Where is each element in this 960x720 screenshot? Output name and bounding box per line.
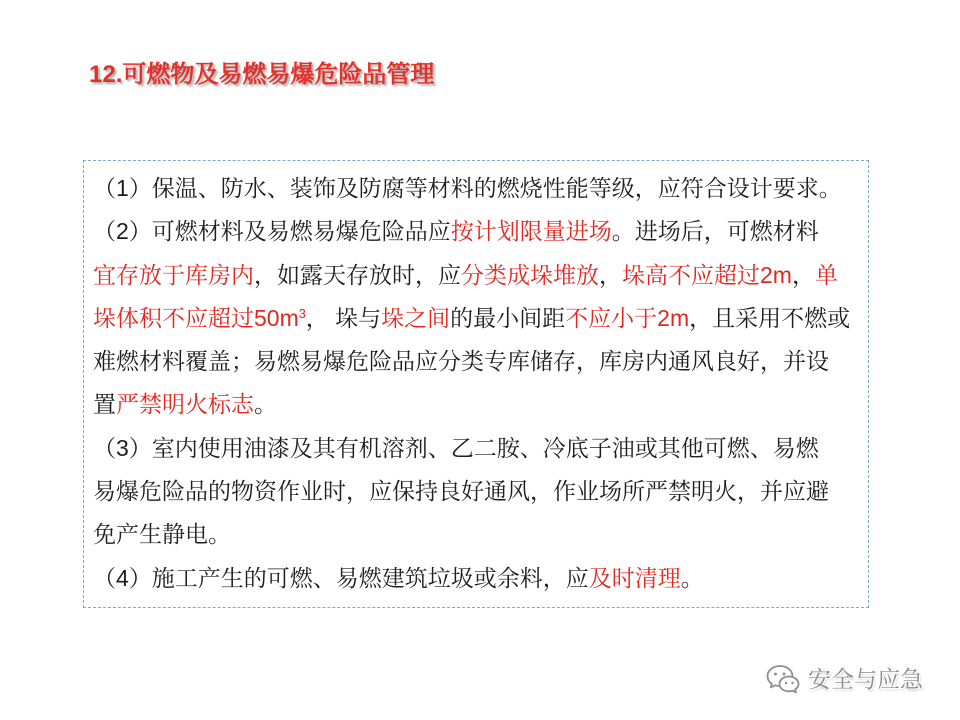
list-item-1 bbox=[93, 167, 850, 210]
unit-superscript: 3 bbox=[298, 306, 306, 321]
text-line bbox=[93, 557, 850, 600]
text-line bbox=[93, 297, 850, 340]
text-segment: ，如露天存放时，应 bbox=[254, 261, 461, 288]
highlighted-text: 垛之间 bbox=[381, 304, 451, 331]
text-segment: 。 bbox=[680, 564, 704, 591]
slide-title: 12.可燃物及易燃易爆危险品管理 bbox=[89, 61, 435, 88]
text-segment: ， bbox=[599, 261, 622, 288]
list-item-2 bbox=[93, 210, 850, 426]
text-segment: 。进场后，可燃材料 bbox=[611, 218, 819, 245]
list-item-3 bbox=[93, 427, 850, 557]
wechat-icon bbox=[766, 664, 800, 694]
highlighted-text: 宜存放于库房内 bbox=[93, 261, 254, 288]
text-segment: 易爆危险品的物资作业时，应保持良好通风，作业场所严禁明火，并应避 bbox=[93, 478, 829, 505]
text-line bbox=[93, 513, 850, 556]
text-segment: （1）保温、防水、装饰及防腐等材料的燃烧性能等级，应符合设计要求。 bbox=[93, 175, 842, 201]
text-line bbox=[93, 383, 850, 426]
text-segment: （4）施工产生的可燃、易燃建筑垃圾或余料，应 bbox=[93, 564, 589, 591]
highlighted-text: 垛高不应超过2m bbox=[622, 261, 792, 288]
highlighted-text: 不应小于2m bbox=[565, 304, 690, 331]
list-item-4 bbox=[93, 557, 850, 600]
highlighted-text: 及时清理 bbox=[588, 564, 681, 591]
text-line bbox=[93, 254, 850, 297]
highlighted-text: 按计划限量进场 bbox=[450, 218, 612, 245]
highlighted-text: 垛体积不应超过50m bbox=[93, 304, 299, 331]
text-line bbox=[93, 210, 850, 253]
watermark bbox=[766, 662, 923, 696]
text-line bbox=[93, 427, 850, 470]
text-segment: ，且采用不燃或 bbox=[689, 304, 851, 331]
highlighted-text: 分类成垛堆放 bbox=[461, 261, 599, 288]
content-text bbox=[93, 167, 850, 600]
text-segment: ， bbox=[791, 261, 815, 288]
text-segment: 的最小间距 bbox=[450, 304, 566, 331]
watermark-text: 安全与应急 bbox=[808, 666, 923, 692]
text-line bbox=[93, 167, 850, 210]
highlighted-text: 严禁明火标志 bbox=[116, 391, 254, 418]
text-segment: 免产生静电。 bbox=[93, 521, 231, 548]
text-segment: 。 bbox=[254, 391, 277, 418]
text-segment: ， 垛与 bbox=[305, 304, 382, 331]
text-segment: （3）室内使用油漆及其有机溶剂、乙二胺、冷底子油或其他可燃、易燃 bbox=[93, 434, 819, 461]
text-segment: 置 bbox=[93, 391, 116, 418]
content-box bbox=[83, 160, 869, 608]
text-line bbox=[93, 340, 850, 383]
text-segment: 难燃材料覆盖；易燃易爆危险品应分类专库储存，库房内通风良好，并设 bbox=[93, 348, 829, 375]
highlighted-text: 单 bbox=[814, 261, 838, 288]
text-line bbox=[93, 470, 850, 513]
text-segment: （2）可燃材料及易燃易爆危险品应 bbox=[93, 218, 451, 245]
